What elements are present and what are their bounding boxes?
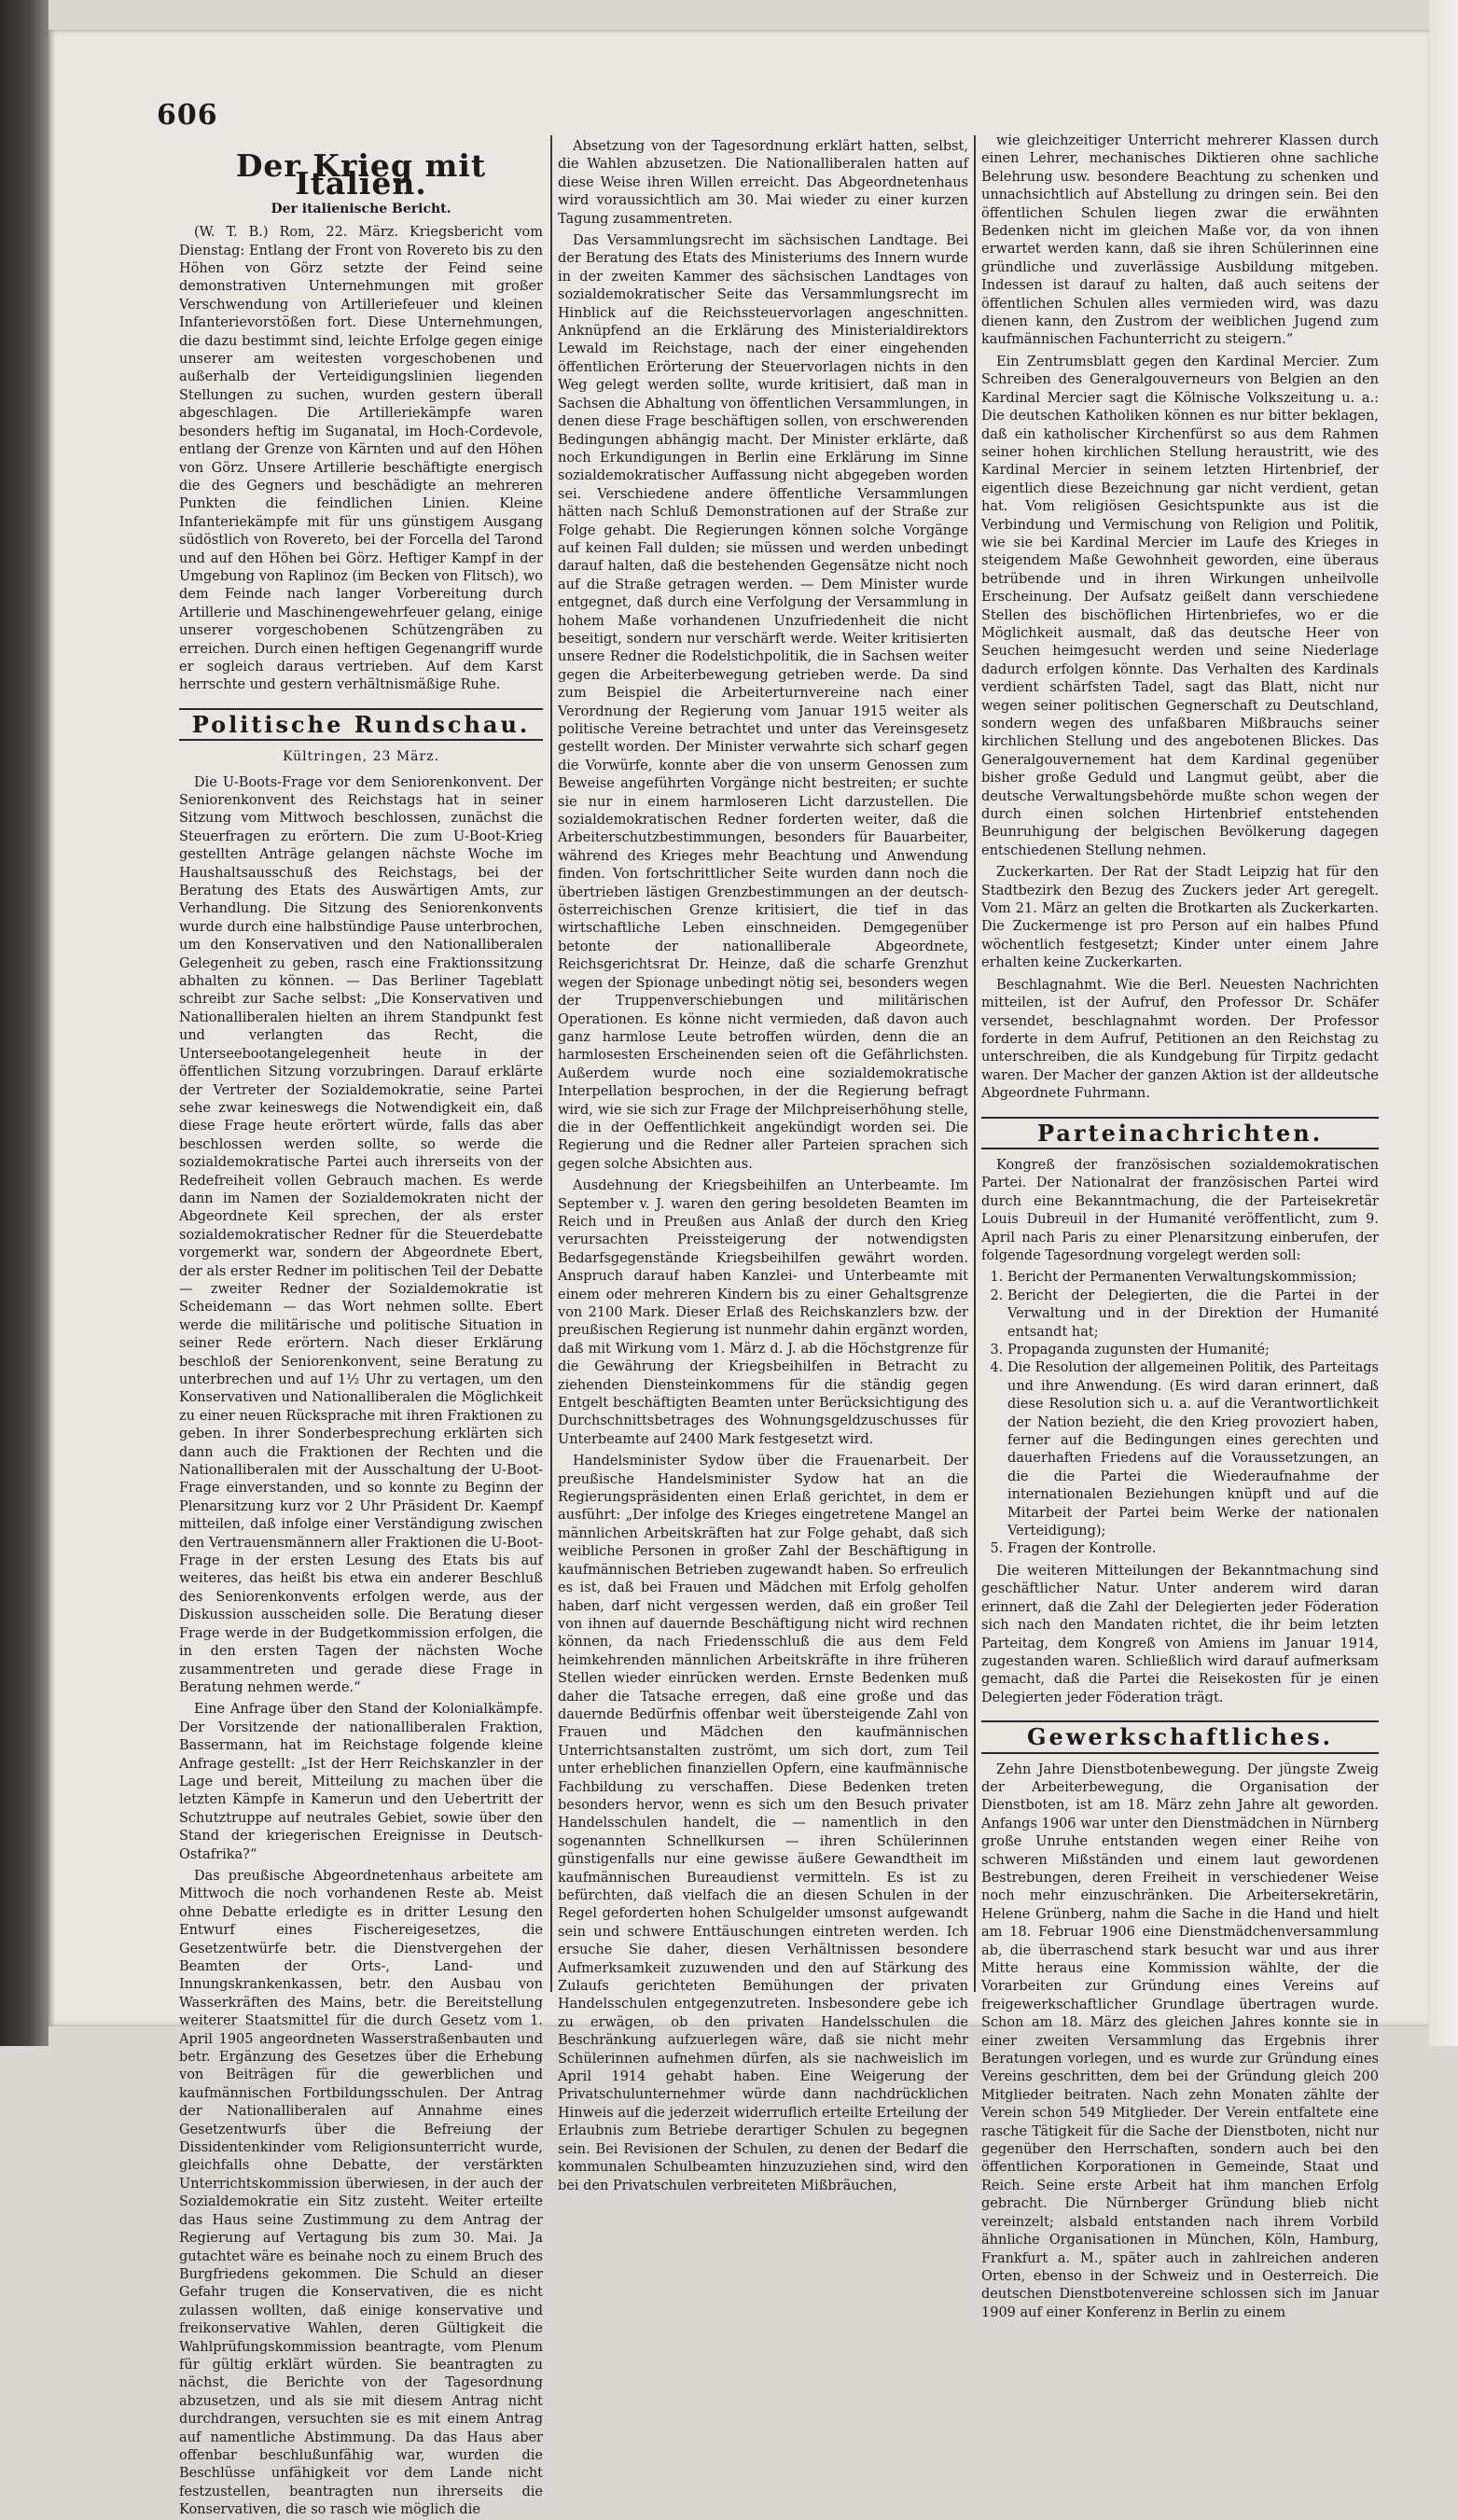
column-1 [179,140,543,2518]
agenda-item: 2. Bericht der Delegierten, die die Partei in der Verwaltung und in der Direktion der Humanité entsandt hat; [1007,1288,1379,1342]
article-paragraph: Das preußische Abgeordnetenhaus arbeitete am Mittwoch die noch vorhandenen Reste ab. Meist ohne Debatte erledigte es in dritter Lesung den Entwurf eines Fischereigesetzes, die Gesetzentwürfe betr. die Dienstvergehen der Beamten der Orts-, Land- und Innungskrankenkassen, betr. den Ausbau von Wasserkräften des Mains, betr. die Bereitstellung weiterer Staatsmittel für die durch Gesetz vom 1. April 1905 angeordneten Wasserstraßenbauten und betr. Ergänzung des Gesetzes über die Erhebung von Beiträgen für die gewerblichen und kaufmännischen Fortbildungsschulen. Der Antrag der Nationalliberalen auf Annahme eines Gesetzentwurfs über die Befreiung der Dissidentenkinder vom Religionsunterricht wurde, gleichfalls ohne Debatte, der verstärkten Unterrichtskommission überwiesen, in der auch der Sozialdemokratie ein Sitz zusteht. Weiter erteilte das Haus seine Zustimmung zu dem Antrag der Regierung auf Vertagung bis zum 30. Mai. Ja gutachtet wäre es beinahe noch zu einem Bruch des Burgfriedens gekommen. Die Schuld an dieser Gefahr trugen die Konservativen, die es nicht zulassen wollten, daß einige konservative und freikonservative Wahlen, deren Gültigkeit die Wahlprüfungskommission beantragte, vom Plenum für gültig erklärt würden. Sie beantragten zu nächst, die Berichte von der Tagesordnung abzusetzen, und als sie mit diesem Antrag nicht durchdrangen, versuchten sie es mit einem Antrag auf namentliche Abstimmung. Da das Haus aber offenbar beschlußunfähig war, wurden die Beschlüsse unfähigkeit vor dem Lande nicht festzustellen, beantragten nun ihrerseits die Konservativen, die so rasch wie möglich die [179,1868,543,2518]
agenda-item: 1. Bericht der Permanenten Verwaltungskommission; [1007,1269,1379,1287]
column-2 [558,138,968,2193]
article-paragraph: Ausdehnung der Kriegsbeihilfen an Unterbeamte. Im September v. J. waren den gering besoldeten Beamten im Reich und in Preußen aus Anlaß der durch den Krieg verursachten Preissteigerung der notwendigsten Bedarfsgegenstände Kriegsbeihilfen gewährt worden. Anspruch darauf haben Kanzlei- und Unterbeamte mit einem oder mehreren Kindern bis zu einer Gehaltsgrenze von 2100 Mark. Dieser Erlaß des Reichskanzlers bzw. der preußischen Regierung ist nunmehr dahin ergänzt worden, daß mit Wirkung vom 1. März d. J. ab die Höchstgrenze für die Gewährung der Kriegsbeihilfen in Betracht zu ziehenden Diensteinkommens für die ständig gegen Entgelt beschäftigten Beamten unter Berücksichtigung des Durchschnittsbetrages des Wohnungsgeldzuschusses für Unterbeamte auf 2400 Mark festgesetzt wird. [558,1178,968,1447]
article-paragraph: wie gleichzeitiger Unterricht mehrerer Klassen durch einen Lehrer, mechanisches Diktieren ohne sachliche Belehrung usw. besondere Beachtung zu schenken und unnachsichtlich auf Abstellung zu dringen sein. Bei den öffentlichen Schulen liegen zwar die erwähnten Bedenken nicht im gleichen Maße vor, da von ihnen erwartet werden kann, daß sie ihren Schülerinnen eine gründliche und zuverlässige Ausbildung mitgeben. Indessen ist darauf zu halten, daß auch seitens der öffentlichen Schulen alles vermieden wird, was dazu dienen kann, den Zustrom der weiblichen Jugend zum kaufmännischen Fachunterricht zu steigern.“ [981,133,1379,348]
book-spine [0,0,49,2046]
article-paragraph: Kongreß der französischen sozialdemokratischen Partei. Der Nationalrat der französischen Partei wird durch eine Bekanntmachung, die der Parteisekretär Louis Dubreuil in der Humanité veröffentlicht, zum 9. April nach Paris zu einer Plenarsitzung einberufen, der folgende Tagesordnung vorgelegt werden soll: [981,1157,1379,1263]
column-3 [981,132,1379,2320]
headline-krieg-italien: Der Krieg mit Italien. [235,147,487,202]
article-paragraph: Ein Zentrumsblatt gegen den Kardinal Mercier. Zum Schreiben des Generalgouverneurs von Belgien an den Kardinal Mercier sagt die Kölnische Volkszeitung u. a.: Die deutschen Katholiken können es nur bitter beklagen, daß ein katholischer Kirchenfürst so aus dem Rahmen seiner hohen kirchlichen Stellung heraustritt, wie des Kardinal Mercier in seinem letzten Hirtenbrief, der eigentlich diese Bezeichnung gar nicht verdient, getan hat. Vom religiösen Gesichtspunkte aus ist die Verbindung und Vermischung von Religion und Politik, wie sie bei Kardinal Mercier im Laufe des Krieges in steigendem Maße Gewohnheit geworden, eine überaus betrübende und in ihren Wirkungen unheilvolle Erscheinung. Der Aufsatz geißelt dann verschiedene Stellen des bischöflichen Hirtenbriefes, wo er die Möglichkeit ausmalt, daß das deutsche Heer von Seuchen heimgesucht werden und seine Niederlage dadurch erfolgen könnte. Das Verhalten des Kardinals verdient schärfsten Tadel, sagt das Blatt, nicht nur wegen seiner politischen Gegnerschaft zu Deutschland, sondern wegen des unfaßbaren Mißbrauchs seiner kirchlichen Stellung und des angebotenen Blickes. Das Generalgouvernement hat dem Kardinal gegenüber bisher große Geduld und Langmut geübt, aber die deutsche Verwaltungsbehörde mußte schon wegen der durch einen solchen Hirtenbrief entstehenden Beunruhigung der belgischen Bevölkerung dagegen entschiedenen Stellung nehmen. [981,354,1379,858]
article-paragraph: Handelsminister Sydow über die Frauenarbeit. Der preußische Handelsminister Sydow hat an die Regierungspräsidenten einen Erlaß gerichtet, in dem er ausführt: „Der infolge des Krieges eingetretene Mangel an männlichen Arbeitskräften hat zur Folge gehabt, daß sich weibliche Personen in großer Zahl der Beschäftigung in kaufmännischen Betrieben zugewandt haben. So erfreulich es ist, daß bei Frauen und Mädchen mit Erfolg geholfen haben, darf nicht vergessen werden, daß ein großer Teil von ihnen auf dauernde Beschäftigung nicht wird rechnen können, da nach Friedensschluß die aus dem Feld heimkehrenden männlichen Arbeitskräfte in ihre früheren Stellen wieder einrücken werden. Ernste Bedenken muß daher die Tatsache erregen, daß eine große und das dauernde Bedürfnis offenbar weit übersteigende Zahl von Frauen und Mädchen den kaufmännischen Unterrichtsanstalten zuströmt, um sich dort, zum Teil unter erheblichen finanziellen Opfern, eine kaufmännische Fachbildung zu verschaffen. Diese Bedenken treten besonders hervor, wenn es sich um den Besuch privater Handelsschulen handelt, die — namentlich in den sogenannten Schnellkursen — ihren Schülerinnen günstigenfalls nur eine gewisse äußere Gewandtheit im kaufmännischen Bureaudienst vermitteln. Es ist zu befürchten, daß vielfach die an diesen Schulen in der Regel geforderten hohen Schulgelder umsonst aufgewandt sein und schwere Enttäuschungen eintreten werden. Ich ersuche Sie daher, diesen Verhältnissen besondere Aufmerksamkeit zuzuwenden und den auf Stärkung des Zulaufs gerichteten Bemühungen der privaten Handelsschulen entgegenzutreten. Insbesondere gebe ich zu erwägen, ob den privaten Handelsschulen die Beschränkung aufzuerlegen wäre, daß sie nicht mehr Schülerinnen aufnehmen dürfen, als sie nachweislich im April 1914 gehabt haben. Eine Weigerung der Privatschulunternehmer würde dann nachdrücklichen Hinweis auf die jederzeit widerruflich erteilte Erteilung der Erlaubnis zum Betriebe derartiger Schulen zu begegnen sein. Bei Revisionen der Schulen, zu denen der Bedarf die kommunalen Schulbeamten hinzuzuziehen sind, wird den bei den Privatschulen verbreiteten Mißbräuchen, [558,1454,968,2193]
article-paragraph: Absetzung von der Tagesordnung erklärt hatten, selbst, die Wahlen abzusetzen. Die Nationalliberalen hatten auf diese Weise ihren Willen erreicht. Das Abgeordnetenhaus wird voraussichtlich am 30. Mai wieder zu einer kurzen Tagung zusammentreten. [558,139,968,227]
article-paragraph: Eine Anfrage über den Stand der Kolonialkämpfe. Der Vorsitzende der nationalliberalen Fraktion, Bassermann, hat im Reichstage folgende kleine Anfrage gestellt: „Ist der Herr Reichskanzler in der Lage und bereit, Mitteilung zu machen über die letzten Kämpfe in Kamerun und den Uebertritt der Schutztruppe auf neutrales Gebiet, sowie über den Stand der kriegerischen Ereignisse in Deutsch-Ostafrika?“ [179,1702,543,1862]
section-parteinachrichten: Parteinachrichten. [981,1117,1379,1149]
column-rule [974,135,976,1992]
agenda-item: 5. Fragen der Kontrolle. [1007,1540,1379,1558]
article-paragraph: Das Versammlungsrecht im sächsischen Landtage. Bei der Beratung des Etats des Ministeriums des Innern wurde in der zweiten Kammer des sächsischen Landtages von sozialdemokratischer Seite das Versammlungsrecht im Hinblick auf die Reichssteuervorlagen angeschnitten. Anknüpfend an die Erklärung des Ministerialdirektors Lewald im Reichstage, nach der einer eingehenden öffentlichen Erörterung der Steuervorlagen nichts in den Weg gelegt werden sollte, wurde kritisiert, daß man in Sachsen die Abhaltung von öffentlichen Versammlungen, in denen diese Frage beschäftigen sollen, von erschwerenden Bedingungen abhängig macht. Der Minister erklärte, daß noch Erkundigungen in Berlin eine Erklärung im Sinne sozialdemokratischer Auffassung nicht abgegeben worden sei. Verschiedene andere öffentliche Versammlungen hätten nach Schluß Demonstrationen auf der Straße zur Folge gehabt. Die Regierungen können solche Vorgänge auf keinen Fall dulden; sie müssen und werden unbedingt darauf halten, daß die bestehenden Gegensätze nicht noch auf die Straße getragen werden. — Dem Minister wurde entgegnet, daß durch eine Verfolgung der Versammlung in hohem Maße vorhandenen Unzufriedenheit die nicht beseitigt, sondern nur verschärft werde. Weiter kritisierten unsere Redner die Rodelstichpolitik, die in Sachsen weiter gegen die Arbeiterbewegung getrieben werde. Da sind zum Beispiel die Arbeiterturnvereine nach einer Verordnung der Regierung vom Januar 1915 weiter als politische Vereine betrachtet und unter das Vereinsgesetz gestellt worden. Der Minister verwahrte sich scharf gegen die Vorwürfe, konnte aber die von unserm Genossen zum Beweise angeführten Vorgänge nicht bestreiten; er suchte sie nur in einem harmloseren Licht darzustellen. Die sozialdemokratischen Redner forderten weiter, daß die Arbeiterschutzbestimmungen, besonders für Bauarbeiter, während des Krieges mehr Beachtung und Anwendung finden. Von fortschrittlicher Seite wurden dann noch die übertrieben lästigen Grenzbestimmungen an der deutsch-österreichischen Grenze kritisiert, die tief in das wirtschaftliche Leben einschneiden. Demgegenüber betonte der nationalliberale Abgeordnete, Reichsgerichtsrat Dr. Heinze, daß die scharfe Grenzhut wegen der Spionage unbedingt nötig sei, besonders wegen der Truppenverschiebungen und militärischen Operationen. Es könne nicht vermieden, daß davon auch ganz harmlose Leute betroffen würden, denn die an harmlosesten Erscheinenden seien oft die Gefährlichsten. Außerdem wurde noch eine sozialdemokratische Interpellation besprochen, in der die Regierung befragt wird, wie sie sich zur Frage der Milchpreiserhöhung stelle, die in der Oeffentlichkeit angekündigt worden sei. Die Regierung und die Redner aller Parteien sprachen sich gegen solche Absichten aus. [558,233,968,1172]
article-paragraph: Beschlagnahmt. Wie die Berl. Neuesten Nachrichten mitteilen, ist der Aufruf, den Professor Dr. Schäfer versendet, beschlagnahmt worden. Der Professor forderte in dem Aufruf, Petitionen an den Reichstag zu unterschreiben, die als Kundgebung für Tirpitz gedacht waren. Der Macher der ganzen Aktion ist der alldeutsche Abgeordnete Fuhrmann. [981,977,1379,1102]
article-paragraph: Die weiteren Mitteilungen der Bekanntmachung sind geschäftlicher Natur. Unter anderem wird daran erinnert, daß die Zahl der Delegierten jeder Föderation sich nach den Mandaten richtet, die ihr beim letzten Parteitag, dem Kongreß von Amiens im Januar 1914, zugestanden waren. Schließlich wird darauf aufmerksam gemacht, daß die Partei die Reisekosten für je einen Delegierten jeder Föderation trägt. [981,1563,1379,1706]
article-paragraph: Zehn Jahre Dienstbotenbewegung. Der jüngste Zweig der Arbeiterbewegung, die Organisation der Dienstboten, ist am 18. März zehn Jahre alt geworden. Anfangs 1906 war unter den Dienstmädchen in Nürnberg große Unruhe entstanden wegen einer Reihe von schweren Mißständen und einem laut gewordenen Bestrebungen, deren Freiheit in verschiedener Weise noch mehr einzuschränken. Die Arbeitersekretärin, Helene Grünberg, nahm die Sache in die Hand und hielt am 18. Februar 1906 eine Dienstmädchenversammlung ab, die überraschend stark besucht war und aus ihrer Mitte heraus eine Kommission wählte, der die Vorarbeiten zur Gründung eines Vereins auf freigewerkschaftlicher Grundlage übertragen wurde. Schon am 18. März des gleichen Jahres konnte sie in einer zweiten Versammlung das Ergebnis ihrer Beratungen vorlegen, und es wurde zur Gründung eines Vereins geschritten, dem bei der Gründung gleich 200 Mitglieder beitraten. Nach zehn Monaten zählte der Verein schon 549 Mitglieder. Der Verein entfaltete eine rasche Tätigkeit für die Sache der Dienstboten, nicht nur gegenüber den Herrschaften, sondern auch bei den öffentlichen Korporationen in Gemeinde, Staat und Reich. Seine erste Arbeit hat ihm manchen Erfolg gebracht. Die Nürnberger Gründung blieb nicht vereinzelt; alsbald entstanden nach ihrem Vorbild ähnliche Organisationen in München, Köln, Hamburg, Frankfurt a. M., später auch in zahlreichen anderen Orten, ebenso in der Schweiz und in Oesterreich. Die deutschen Dienstbotenvereine schlossen sich im Januar 1909 auf einer Konferenz in Berlin zu einem [981,1761,1379,2320]
page-edge [1429,0,1458,2046]
subhead-italienischer-bericht: Der italienische Bericht. [271,201,451,216]
column-rule [550,135,552,1992]
agenda-item: 4. Die Resolution der allgemeinen Politik, des Parteitags und ihre Anwendung. (Es wird daran erinnert, daß diese Resolution sich u. a. auf die Verantwortlichkeit der Nation bezieht, die den Krieg provoziert haben, ferner auf die Bedingungen eines gerechten und dauerhaften Friedens auf die Voraussetzungen, an die die Partei die Wiederaufnahme der internationalen Beziehungen knüpft und auf die Mitarbeit der Partei beim Werke der nationalen Verteidigung); [1007,1359,1379,1540]
section-gewerkschaftliches: Gewerkschaftliches. [981,1720,1379,1753]
agenda-list [981,1269,1379,1559]
article-paragraph: (W. T. B.) Rom, 22. März. Kriegsbericht vom Dienstag: Entlang der Front von Rovereto bis zu den Höhen von Görz setzte der Feind seine demonstrativen Unternehmungen mit großer Verschwendung von Artilleriefeuer und kleinen Infanterievorstößen fort. Diese Unternehmungen, die dazu bestimmt sind, leichte Erfolge gegen einige unserer am weitesten vorgeschobenen und außerhalb der Verteidigungslinien liegenden Stellungen zu suchen, wurden gestern überall abgeschlagen. Die Artilleriekämpfe waren besonders heftig im Suganatal, im Hoch-Cordevole, entlang der Grenze von Kärnten und auf den Höhen von Görz. Unsere Artillerie beschäftigte energisch die des Gegners und beschädigte an mehreren Punkten die feindlichen Linien. Kleine Infanteriekämpfe mit für uns günstigem Ausgang südöstlich von Rovereto, bei der Forcella del Tarond und auf den Höhen bei Görz. Heftiger Kampf in der Umgebung von Raplinoz (im Becken von Flitsch), wo dem Feinde nach langer Vorbereitung durch Artillerie und Maschinengewehrfeuer gelang, einige unserer vorgeschobenen Schützengräben zu erreichen. Durch einen heftigen Gegenangriff wurde er sogleich daraus vertrieben. Auf dem Karst herrschte und gestern verhältnismäßige Ruhe. [179,225,543,693]
page-number: 606 [157,99,218,132]
agenda-item: 3. Propaganda zugunsten der Humanité; [1007,1342,1379,1359]
dateline: Kültringen, 23 März. [282,749,440,765]
article-paragraph: Die U-Boots-Frage vor dem Seniorenkonvent. Der Seniorenkonvent des Reichstags hat in seiner Sitzung vom Mittwoch beschlossen, zunächst die Steuerfragen zu erörtern. Die zum U-Boot-Krieg gestellten Anträge gelangen nächste Woche im Haushaltsausschuß des Reichstags, bei der Beratung des Etats des Auswärtigen Amts, zur Verhandlung. Die Sitzung des Seniorenkonvents wurde durch eine halbstündige Pause unterbrochen, um den Konservativen und den Nationalliberalen Gelegenheit zu geben, rasch eine Fraktionssitzung abhalten zu können. — Das Berliner Tageblatt schreibt zur Sache selbst: „Die Konservativen und Nationalliberalen hielten an ihrem Standpunkt fest und verlangten das Recht, die Unterseebootangelegenheit heute in der öffentlichen Sitzung vorzubringen. Darauf erklärte der Vertreter der Sozialdemokratie, seine Partei sehe zwar keineswegs die Notwendigkeit ein, daß diese Frage heute erörtert würde, falls das aber beschlossen werden sollte, so werde die sozialdemokratische Partei auch ihrerseits von der Redefreiheit vollen Gebrauch machen. Es werde dann im Namen der Sozialdemokraten nicht der Abgeordnete Keil sprechen, der als erster sozialdemokratischer Redner für die Steuerdebatte vorgemerkt war, sondern der Abgeordnete Ebert, der als erster Redner im politischen Teil der Debatte — zweiter Redner der Sozialdemokratie ist Scheidemann — das Wort nehmen sollte. Ebert werde die militärische und politische Situation in seiner Rede erörtern. Nach dieser Erklärung beschloß der Seniorenkonvent, seine Beratung zu unterbrechen und auf 1½ Uhr zu vertagen, um den Konservativen und Nationalliberalen die Möglichkeit zu einer neuen Rücksprache mit ihren Fraktionen zu geben. In ihrer Sonderbesprechung erklärten sich dann auch die Fraktionen der Rechten und die Nationalliberalen mit der Ausschaltung der U-Boot-Frage einverstanden, und so konnte zu Beginn der Plenarsitzung kurz vor 2 Uhr Präsident Dr. Kaempf mitteilen, daß infolge einer Verständigung zwischen den Vertrauensmännern aller Fraktionen die U-Boot-Frage in der ersten Lesung des Etats bis auf weiteres, das heißt bis etwa ein anderer Beschluß des Seniorenkonvents erfolgen werde, aus der Diskussion ausscheiden solle. Die Beratung dieser Frage werde in der Budgetkommission erfolgen, die in den ersten Tagen der nächsten Woche zusammentreten und gerade diese Frage in Beratung nehmen werde.“ [179,774,543,1695]
article-paragraph: Zuckerkarten. Der Rat der Stadt Leipzig hat für den Stadtbezirk den Bezug des Zuckers jeder Art geregelt. Vom 21. März an gelten die Brotkarten als Zuckerkarten. Die Zuckermenge ist pro Person auf ein halbes Pfund wöchentlich festgesetzt; Kinder unter einem Jahre erhalten keine Zuckerkarten. [981,865,1379,971]
section-politische-rundschau: Politische Rundschau. [179,708,543,741]
